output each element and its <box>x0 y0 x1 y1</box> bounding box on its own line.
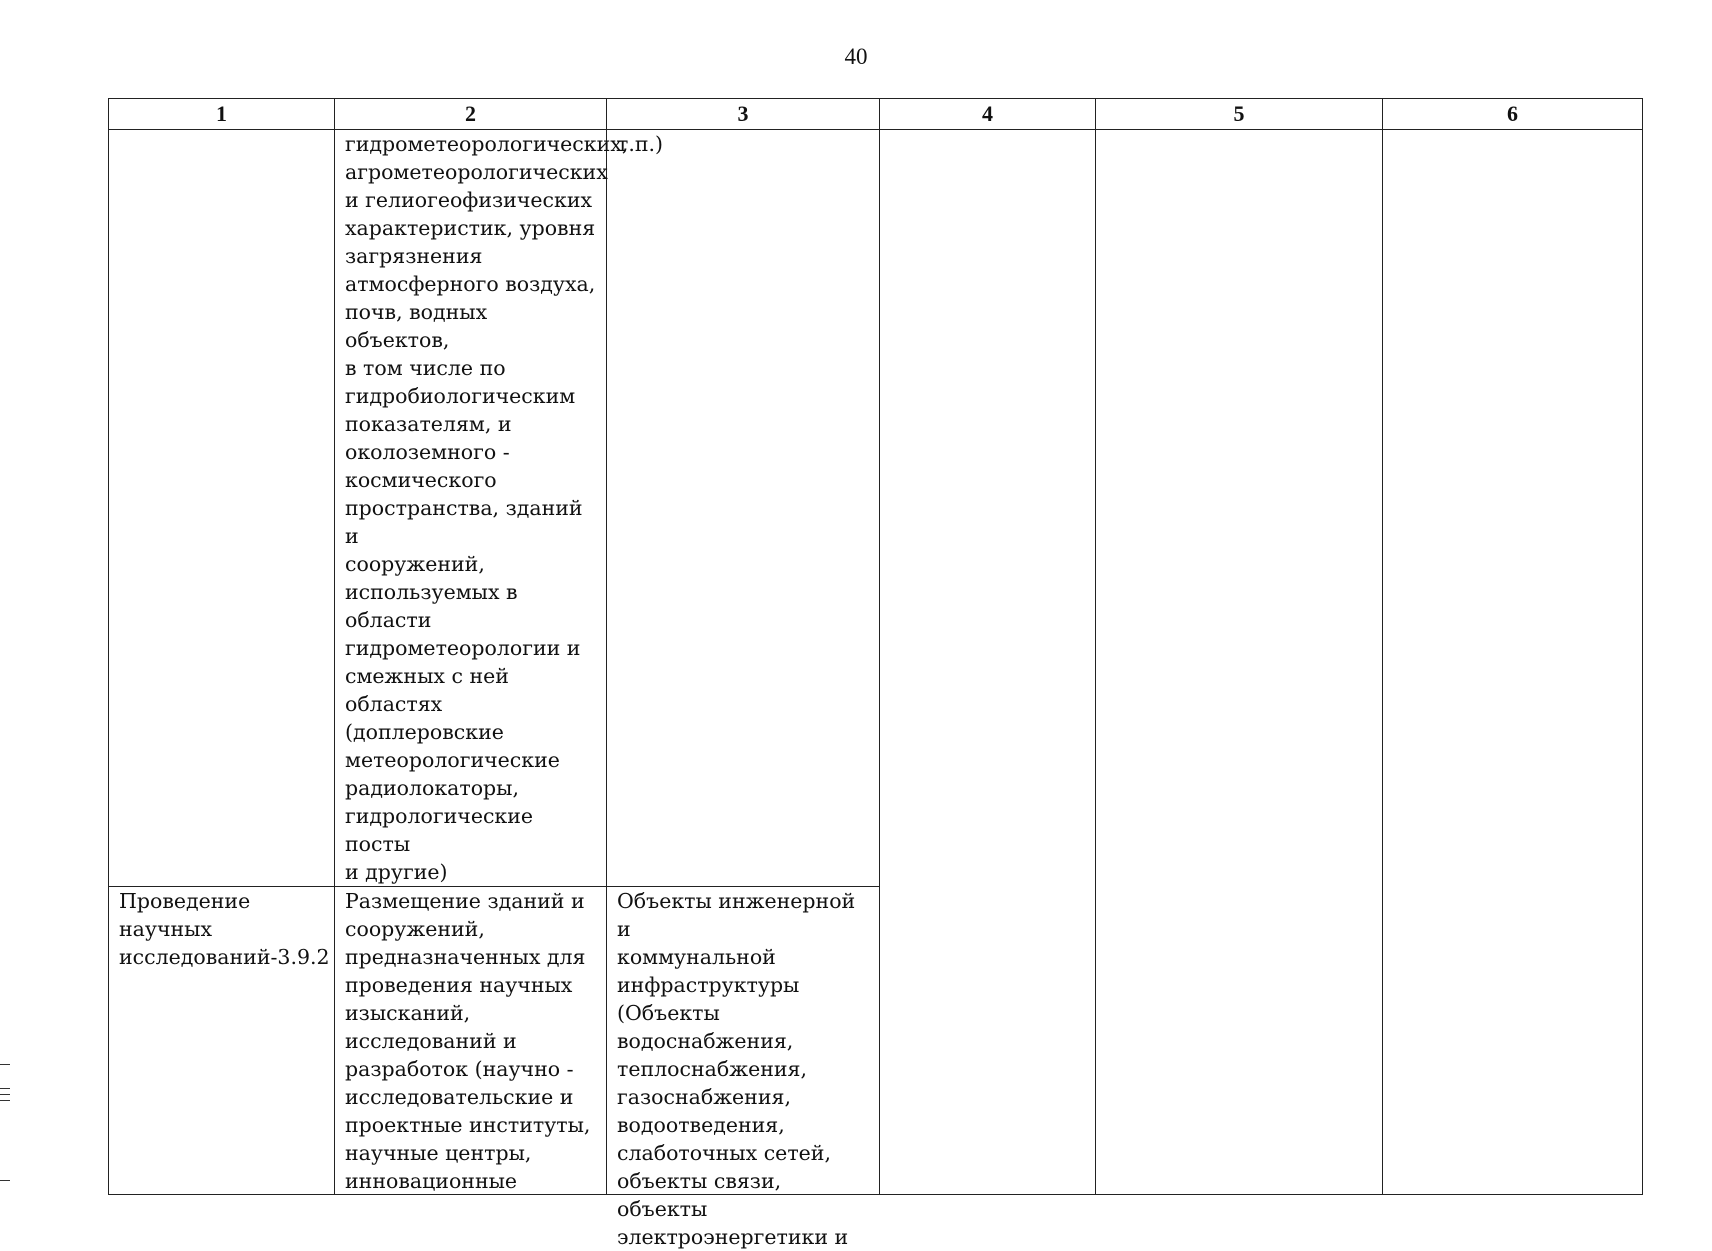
column-header-4: 4 <box>880 99 1096 130</box>
column-header-3: 3 <box>607 99 880 130</box>
column-header-2: 2 <box>335 99 607 130</box>
table-cell <box>1096 887 1383 1195</box>
land-use-table <box>108 98 1643 1249</box>
table-cell <box>1383 130 1643 887</box>
table-cell <box>109 130 335 887</box>
margin-mark <box>0 1094 10 1095</box>
table-cell: гидрометеорологических, агрометеорологических и гелиогеофизических характеристик, уровня загрязнения атмосферного воздуха, почв, водных объектов, в том числе по гидробиологическим показателям, и околоземного - космического пространства, зданий и сооружений, используемых в области гидрометеорологии и смежных с ней областях (доплеровские метеорологические радиолокаторы, гидрологические посты и другие) <box>335 130 607 887</box>
header-row <box>109 99 1643 130</box>
margin-mark <box>0 1088 10 1089</box>
table-cell: Проведение научных исследований-3.9.2 <box>109 887 335 1195</box>
column-header-6: 6 <box>1383 99 1643 130</box>
table-cell: т.п.) <box>607 130 880 887</box>
table-row <box>109 130 1643 887</box>
page-number: 40 <box>844 44 868 69</box>
table-cell <box>1383 887 1643 1195</box>
margin-mark <box>0 1180 10 1181</box>
table-cell: Объекты инженерной и коммунальной инфраструктуры (Объекты водоснабжения, теплоснабжения, газоснабжения, водоотведения, слаботочных сетей, объекты связи, объекты электроэнергетики и <box>607 887 880 1195</box>
table-cell <box>880 130 1096 887</box>
table-row <box>109 887 1643 1195</box>
margin-mark <box>0 1064 10 1065</box>
table-cell <box>1096 130 1383 887</box>
table-cell: Размещение зданий и сооружений, предназначенных для проведения научных изысканий, исследований и разработок (научно - исследовательские и проектные институты, научные центры, инновационные <box>335 887 607 1195</box>
column-header-5: 5 <box>1096 99 1383 130</box>
table-cell <box>880 887 1096 1195</box>
column-header-1: 1 <box>109 99 335 130</box>
margin-mark <box>0 1100 10 1101</box>
